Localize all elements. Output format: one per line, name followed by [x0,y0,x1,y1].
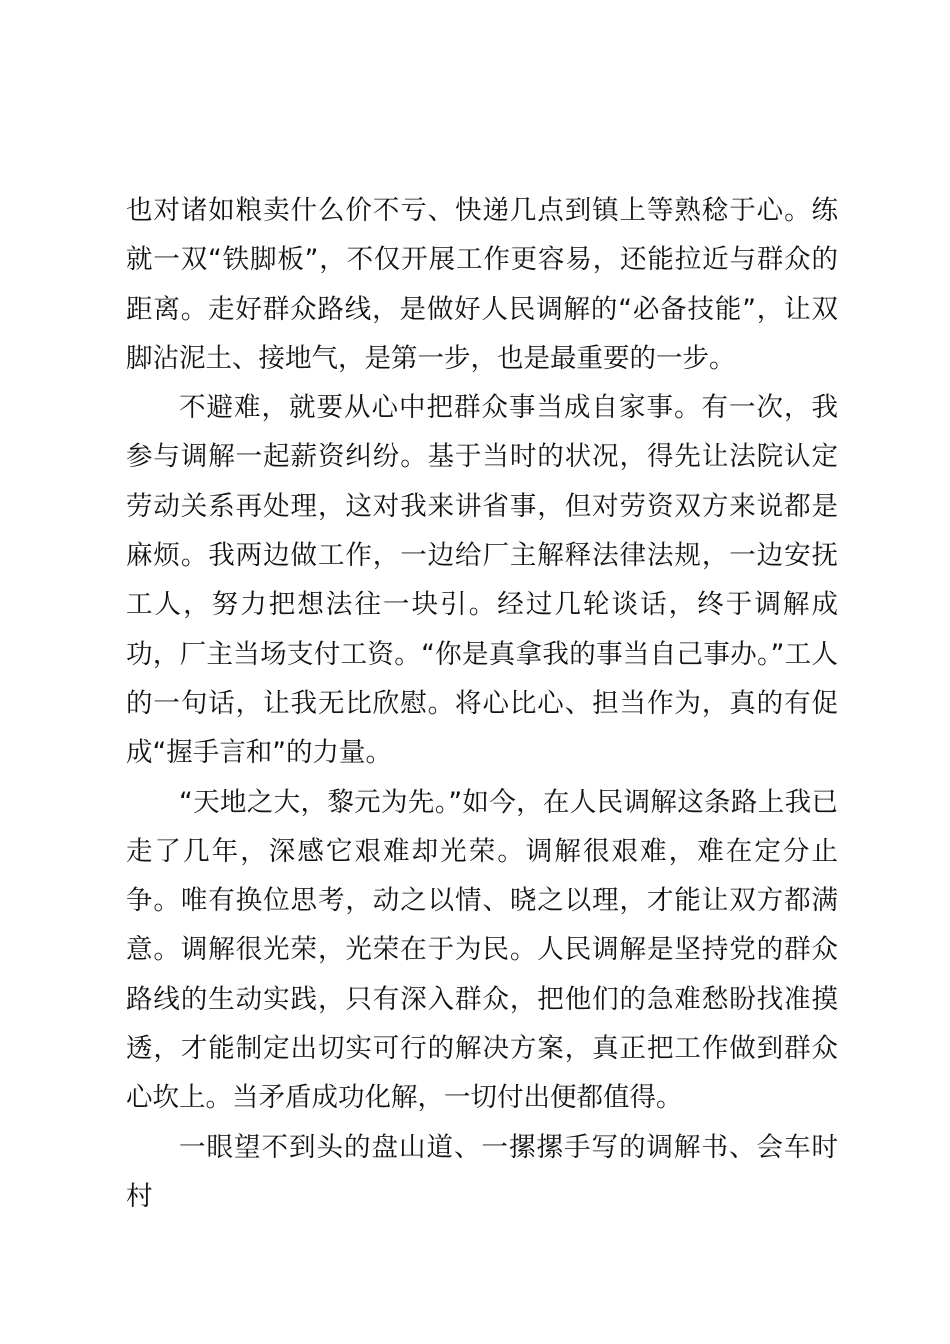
paragraph-salary-dispute: 不避难，就要从心中把群众事当成自家事。有一次，我参与调解一起薪资纠纷。基于当时的状况，得先让法院认定劳动关系再处理，这对我来讲省事，但对劳资双方来说都是麻烦。我两边做工作，一边给厂主解释法律法规，一边安抚工人，努力把想法往一块引。经过几轮谈话，终于调解成功，厂主当场支付工资。“你是真拿我的事当自己事办。”工人的一句话，让我无比欣慰。将心比心、担当作为，真的有促成“握手言和”的力量。 [126,392,838,769]
body-text [126,186,838,1221]
paragraph-mediation-reflection: “天地之大，黎元为先。”如今，在人民调解这条路上我已走了几年，深感它艰难却光荣。调解很艰难，难在定分止争。唯有换位思考，动之以情、晓之以理，才能让双方都满意。调解很光荣，光荣在于为民。人民调解是坚持党的群众路线的生动实践，只有深入群众，把他们的急难愁盼找准摸透，才能制定出切实可行的解决方案，真正把工作做到群众心坎上。当矛盾成功化解，一切付出便都值得。 [126,786,838,1114]
paragraph-continuation: 也对诸如粮卖什么价不亏、快递几点到镇上等熟稔于心。练就一双“铁脚板”，不仅开展工作更容易，还能拉近与群众的距离。走好群众路线，是做好人民调解的“必备技能”，让双脚沾泥土、接地气，是第一步，也是最重要的一步。 [126,195,838,374]
paragraph-mountain-road: 一眼望不到头的盘山道、一摞摞手写的调解书、会车时村 [126,1131,838,1212]
